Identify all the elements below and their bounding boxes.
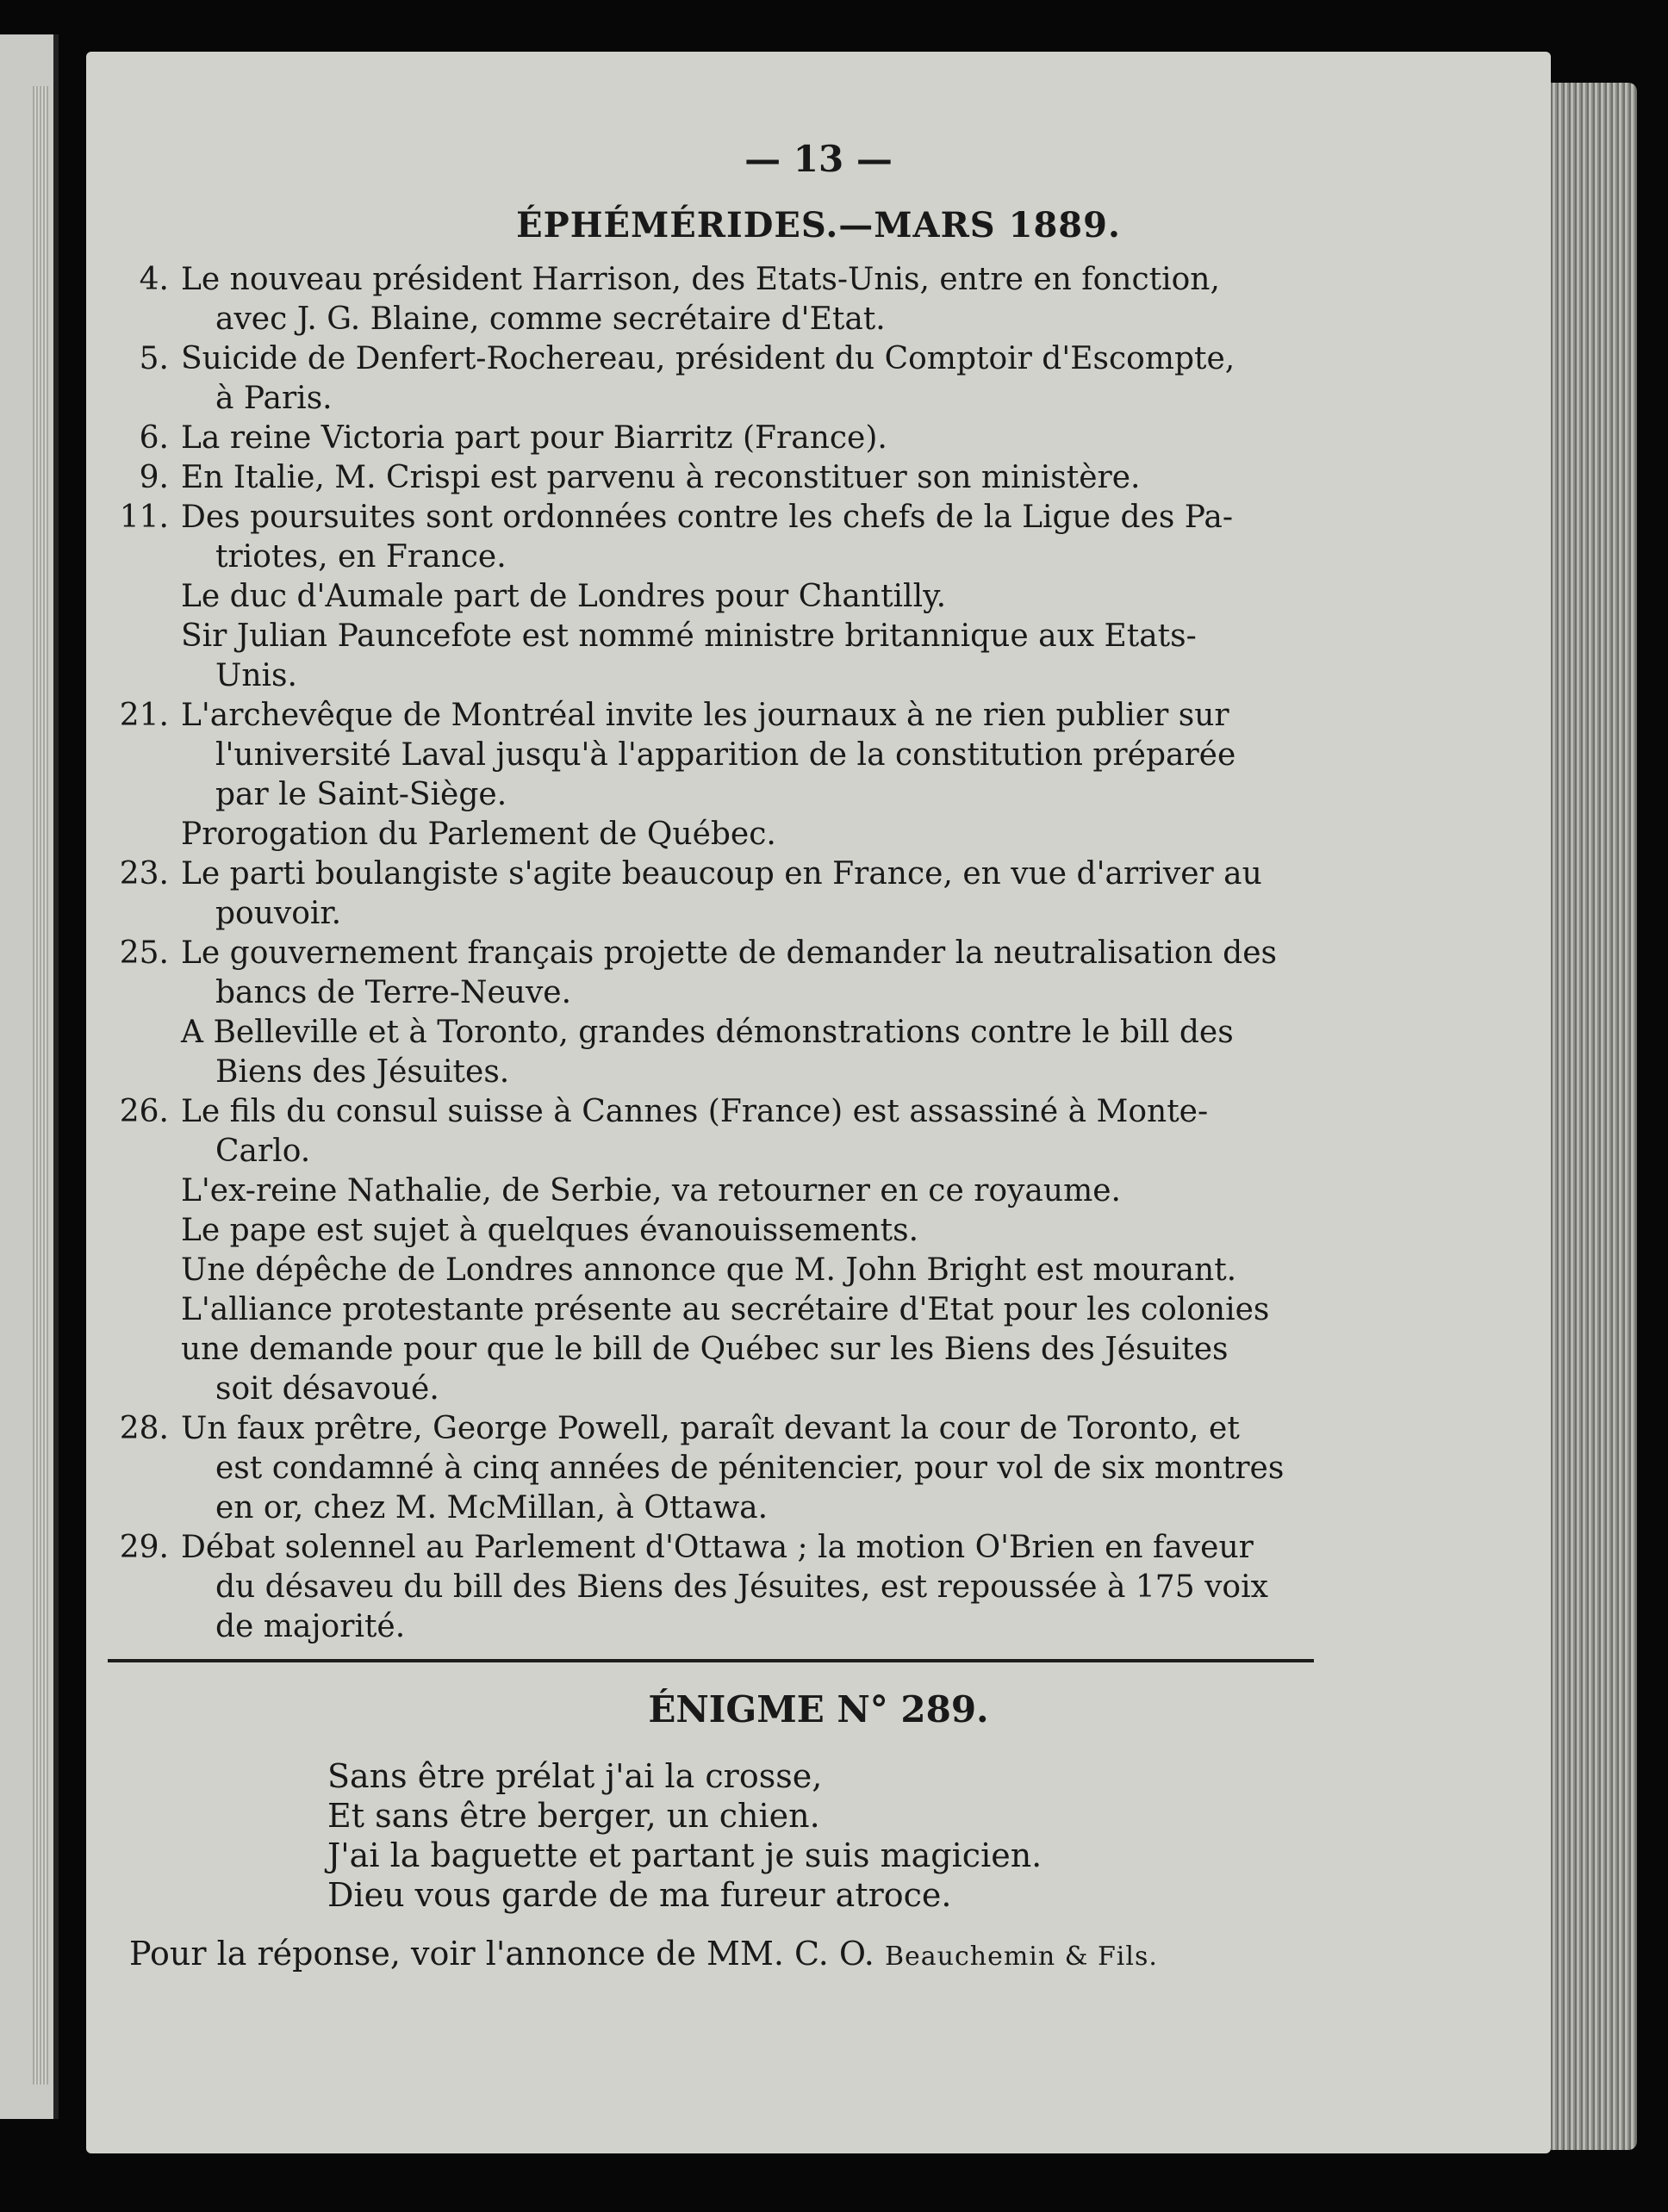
riddle-verse: Et sans être berger, un chien.: [327, 1797, 820, 1835]
entry-number: 5.: [139, 341, 169, 376]
entry-line: Le nouveau président Harrison, des Etats-Unis, entre en fonction,: [181, 262, 1220, 297]
entry-line: Le gouvernement français projette de demander la neutralisation des: [181, 935, 1277, 971]
entry-line: bancs de Terre-Neuve.: [215, 975, 572, 1010]
entry-line: Le pape est sujet à quelques évanouissements.: [181, 1213, 919, 1248]
riddle-title: ÉNIGME N° 289.: [648, 1688, 989, 1730]
entry-line: une demande pour que le bill de Québec sur les Biens des Jésuites: [181, 1332, 1229, 1367]
section-divider: [108, 1659, 1314, 1662]
entry-line: pouvoir.: [215, 896, 342, 931]
entry-line: Sir Julian Pauncefote est nommé ministre britannique aux Etats-: [181, 618, 1197, 654]
entry-line: A Belleville et à Toronto, grandes démonstrations contre le bill des: [181, 1015, 1234, 1050]
entry-line: soit désavoué.: [215, 1371, 439, 1407]
entry-line: Un faux prêtre, George Powell, paraît devant la cour de Toronto, et: [181, 1411, 1240, 1446]
entry-line: Biens des Jésuites.: [215, 1054, 510, 1090]
entry-number: 26.: [119, 1094, 169, 1129]
entry-line: En Italie, M. Crispi est parvenu à reconstituer son ministère.: [181, 460, 1141, 495]
entry-number: 6.: [139, 420, 169, 456]
entry-line: Prorogation du Parlement de Québec.: [181, 817, 776, 852]
entry-line: Une dépêche de Londres annonce que M. John Bright est mourant.: [181, 1252, 1237, 1288]
entry-line: à Paris.: [215, 381, 333, 416]
entry-line: Le parti boulangiste s'agite beaucoup en France, en vue d'arriver au: [181, 856, 1262, 892]
facing-page-fragment: [0, 34, 59, 2119]
riddle-verse: J'ai la baguette et partant je suis magicien.: [327, 1836, 1042, 1874]
entry-line: est condamné à cinq années de pénitencier, pour vol de six montres: [215, 1451, 1285, 1486]
entry-number: 11.: [119, 500, 169, 535]
page-title: ÉPHÉMÉRIDES.—MARS 1889.: [516, 205, 1121, 245]
entry-line: en or, chez M. McMillan, à Ottawa.: [215, 1490, 769, 1525]
entry-number: 29.: [119, 1530, 169, 1565]
entry-line: Des poursuites sont ordonnées contre les chefs de la Ligue des Pa-: [181, 500, 1233, 535]
entry-line: Carlo.: [215, 1134, 311, 1169]
entry-line: l'université Laval jusqu'à l'apparition de la constitution préparée: [215, 737, 1236, 773]
entry-line: La reine Victoria part pour Biarritz (France).: [181, 420, 887, 456]
entry-line: Suicide de Denfert-Rochereau, président du Comptoir d'Escompte,: [181, 341, 1235, 376]
riddle-verse: Dieu vous garde de ma fureur atroce.: [327, 1876, 952, 1914]
entry-line: Le fils du consul suisse à Cannes (France) est assassiné à Monte-: [181, 1094, 1209, 1129]
entry-number: 23.: [119, 856, 169, 892]
book-page: [86, 52, 1551, 2153]
entry-line: Débat solennel au Parlement d'Ottawa ; la motion O'Brien en faveur: [181, 1530, 1254, 1565]
entry-line: de majorité.: [215, 1609, 406, 1644]
entry-line: L'archevêque de Montréal invite les journaux à ne rien publier sur: [181, 698, 1229, 733]
entry-number: 4.: [139, 262, 169, 297]
page-block-edge: [1551, 83, 1637, 2150]
entry-line: L'ex-reine Nathalie, de Serbie, va retourner en ce royaume.: [181, 1173, 1121, 1209]
entry-number: 28.: [119, 1411, 169, 1446]
answer-prefix: Pour la réponse, voir l'annonce de MM. C. O.: [129, 1935, 885, 1973]
facing-page-edge: [33, 86, 48, 2085]
entry-number: 25.: [119, 935, 169, 971]
riddle-answer-note: [129, 1935, 1158, 1973]
page-number: — 13 —: [744, 138, 893, 180]
entry-line: du désaveu du bill des Biens des Jésuites, est repoussée à 175 voix: [215, 1569, 1268, 1605]
entry-number: 21.: [119, 698, 169, 733]
entry-line: Unis.: [215, 658, 297, 693]
entry-line: avec J. G. Blaine, comme secrétaire d'Etat.: [215, 301, 886, 337]
entry-line: triotes, en France.: [215, 539, 507, 575]
entry-line: Le duc d'Aumale part de Londres pour Chantilly.: [181, 579, 947, 614]
entry-line: L'alliance protestante présente au secrétaire d'Etat pour les colonies: [181, 1292, 1270, 1327]
riddle-verse: Sans être prélat j'ai la crosse,: [327, 1757, 823, 1795]
publisher-name: Beauchemin & Fils.: [884, 1942, 1158, 1972]
entry-line: par le Saint-Siège.: [215, 777, 507, 812]
entry-number: 9.: [139, 460, 169, 495]
